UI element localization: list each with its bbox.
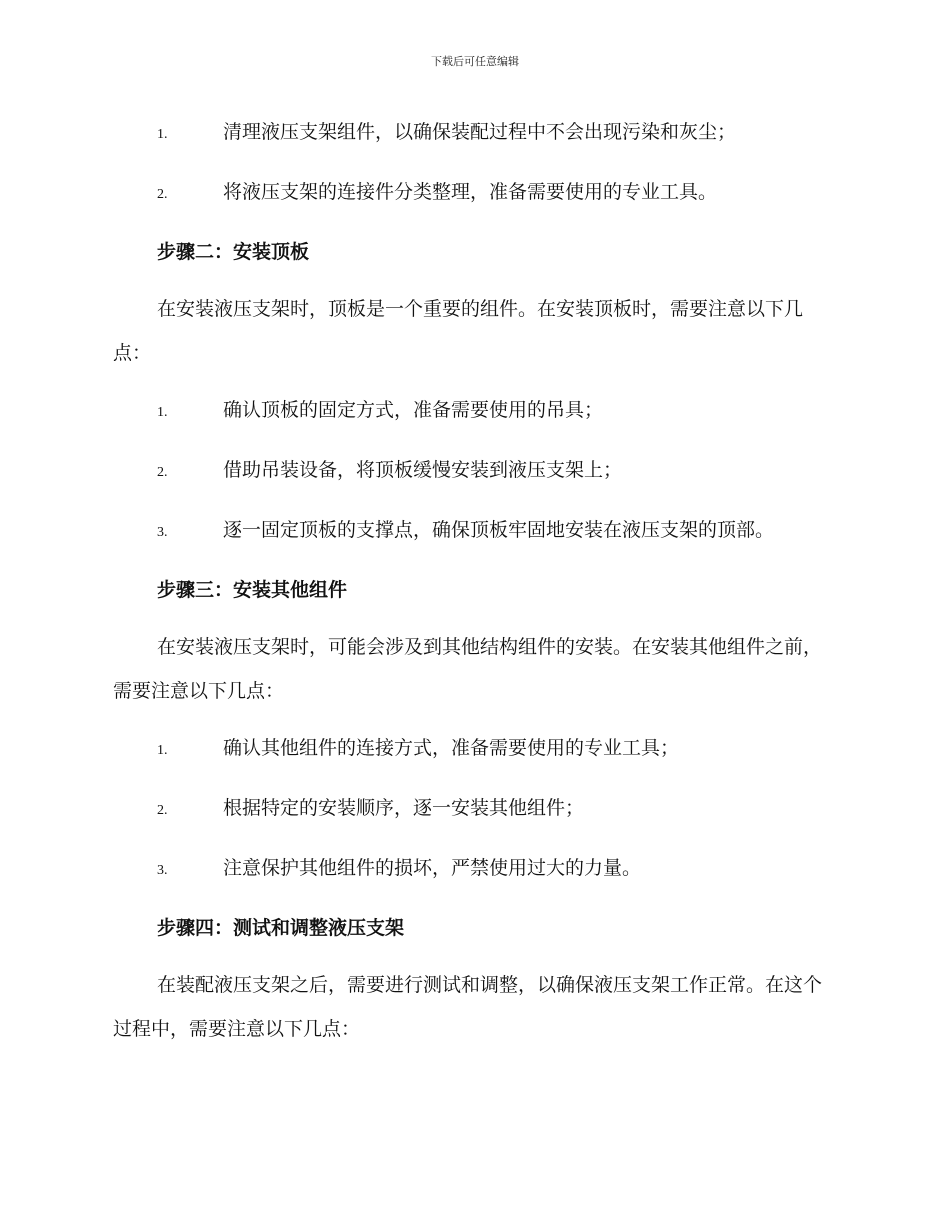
section-heading: 步骤四：测试和调整液压支架 bbox=[157, 917, 405, 939]
document-body bbox=[113, 110, 833, 1064]
list-number: 3. bbox=[157, 863, 168, 878]
list-item bbox=[113, 508, 833, 555]
list-text: 逐一固定顶板的支撑点，确保顶板牢固地安装在液压支架的顶部。 bbox=[223, 519, 775, 541]
list-text: 注意保护其他组件的损坏，严禁使用过大的力量。 bbox=[223, 857, 642, 879]
paragraph: 在安装液压支架时，顶板是一个重要的组件。在安装顶板时，需要注意以下几点： bbox=[113, 298, 804, 364]
list-item bbox=[113, 846, 833, 893]
list-number: 2. bbox=[157, 803, 168, 818]
list-text: 确认顶板的固定方式，准备需要使用的吊具； bbox=[223, 399, 604, 421]
list-text: 根据特定的安装顺序，逐一安装其他组件； bbox=[223, 797, 585, 819]
list-item bbox=[113, 388, 833, 435]
page-header: 下载后可任意编辑 bbox=[431, 55, 519, 68]
list-text: 借助吊装设备，将顶板缓慢安装到液压支架上； bbox=[223, 459, 623, 481]
list-number: 3. bbox=[157, 525, 168, 540]
list-item bbox=[113, 110, 833, 157]
list-text: 确认其他组件的连接方式，准备需要使用的专业工具； bbox=[223, 737, 680, 759]
section-heading: 步骤二：安装顶板 bbox=[157, 241, 310, 263]
list-text: 将液压支架的连接件分类整理，准备需要使用的专业工具。 bbox=[223, 181, 718, 203]
list-item bbox=[113, 726, 833, 773]
list-text: 清理液压支架组件，以确保装配过程中不会出现污染和灰尘； bbox=[223, 121, 737, 143]
list-number: 2. bbox=[157, 187, 168, 202]
list-number: 2. bbox=[157, 465, 168, 480]
list-number: 1. bbox=[157, 127, 168, 142]
paragraph: 在安装液压支架时，可能会涉及到其他结构组件的安装。在安装其他组件之前，需要注意以下几点： bbox=[113, 636, 823, 702]
list-number: 1. bbox=[157, 743, 168, 758]
section-heading: 步骤三：安装其他组件 bbox=[157, 579, 348, 601]
list-number: 1. bbox=[157, 405, 168, 420]
list-item bbox=[113, 170, 833, 217]
list-item bbox=[113, 786, 833, 833]
paragraph: 在装配液压支架之后，需要进行测试和调整，以确保液压支架工作正常。在这个过程中，需要注意以下几点： bbox=[113, 974, 823, 1040]
list-item bbox=[113, 448, 833, 495]
